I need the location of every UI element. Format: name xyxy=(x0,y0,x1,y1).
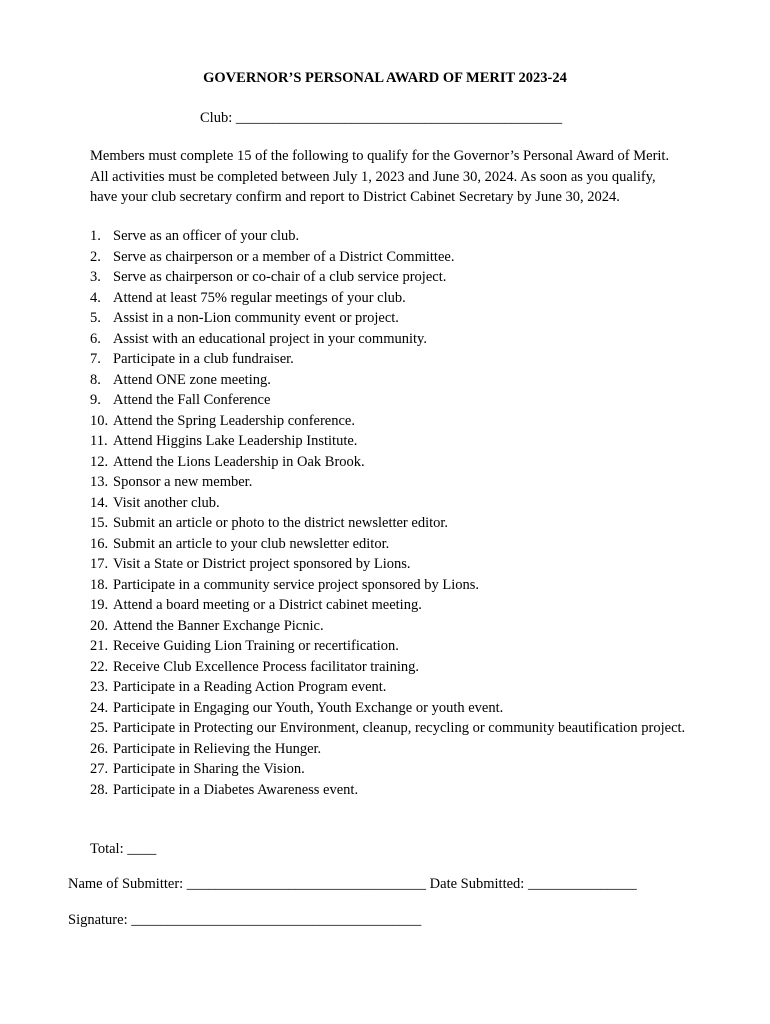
list-item-text: Submit an article or photo to the district newsletter editor. xyxy=(113,515,449,531)
list-item-text: Assist in a non-Lion community event or project. xyxy=(113,310,399,326)
list-item-number: 25. xyxy=(90,720,109,736)
list-item xyxy=(90,575,690,596)
list-item-number: 22. xyxy=(90,658,109,675)
signature-label: Signature: xyxy=(68,912,128,928)
list-item-text: Serve as chairperson or co-chair of a club service project. xyxy=(113,269,447,285)
list-item xyxy=(90,493,690,514)
list-item-number: 16. xyxy=(90,535,109,552)
list-item xyxy=(90,247,690,268)
list-item-text: Participate in Relieving the Hunger. xyxy=(113,740,322,757)
list-item-number: 7. xyxy=(90,351,101,367)
list-item-number: 17. xyxy=(90,556,109,572)
submitter-line xyxy=(68,876,637,893)
list-item xyxy=(90,226,690,247)
list-item-text: Attend the Lions Leadership in Oak Brook. xyxy=(113,453,365,470)
submitter-label: Name of Submitter: xyxy=(68,876,184,892)
list-item-number: 9. xyxy=(90,392,101,408)
list-item-number: 24. xyxy=(90,699,109,716)
list-item-number: 14. xyxy=(90,494,109,511)
list-item-text: Participate in Engaging our Youth, Youth Exchange or youth event. xyxy=(113,699,504,716)
list-item xyxy=(90,288,690,309)
list-item xyxy=(90,308,690,329)
list-item-text: Attend ONE zone meeting. xyxy=(113,371,271,388)
list-item-text: Receive Guiding Lion Training or recertification. xyxy=(113,638,399,654)
total-blank: ____ xyxy=(127,841,157,857)
list-item-number: 28. xyxy=(90,781,109,798)
date-label: Date Submitted: xyxy=(429,876,525,892)
list-item-text: Receive Club Excellence Process facilitator training. xyxy=(113,658,419,675)
list-item-number: 12. xyxy=(90,453,109,470)
list-item-text: Participate in a Diabetes Awareness event. xyxy=(113,781,359,798)
list-item-number: 8. xyxy=(90,371,101,388)
list-item-number: 10. xyxy=(90,412,109,429)
list-item xyxy=(90,595,690,616)
list-item-number: 2. xyxy=(90,248,101,265)
list-item xyxy=(90,452,690,473)
list-item-number: 1. xyxy=(90,228,101,244)
list-item xyxy=(90,554,690,575)
list-item-number: 4. xyxy=(90,289,101,306)
intro-line: All activities must be completed between July 1, 2023 and June 30, 2024. As soon as you qualify, xyxy=(90,168,656,185)
list-item xyxy=(90,349,690,370)
club-label: Club: xyxy=(200,110,233,126)
list-item xyxy=(90,267,690,288)
list-item-number: 11. xyxy=(90,433,108,449)
list-item-number: 23. xyxy=(90,679,109,695)
list-item xyxy=(90,657,690,678)
club-line xyxy=(200,110,562,127)
list-item xyxy=(90,370,690,391)
submitter-blank: _________________________________ xyxy=(186,876,427,892)
list-item-text: Attend a board meeting or a District cabinet meeting. xyxy=(113,597,422,613)
list-item-text: Sponsor a new member. xyxy=(113,474,253,490)
list-item-text: Assist with an educational project in your community. xyxy=(113,330,427,347)
list-item-text: Submit an article to your club newsletter editor. xyxy=(113,535,390,552)
list-item-number: 27. xyxy=(90,761,109,777)
list-item-number: 3. xyxy=(90,269,101,285)
list-item xyxy=(90,616,690,637)
list-item-number: 20. xyxy=(90,617,109,634)
list-item xyxy=(90,411,690,432)
list-item xyxy=(90,390,690,411)
activity-list xyxy=(90,226,690,800)
document-title: GOVERNOR’S PERSONAL AWARD OF MERIT 2023-24 xyxy=(203,70,567,86)
list-item xyxy=(90,534,690,555)
list-item xyxy=(90,780,690,801)
signature-line xyxy=(68,912,421,929)
list-item-text: Attend the Fall Conference xyxy=(113,392,271,408)
list-item-text: Visit a State or District project sponsored by Lions. xyxy=(113,556,411,572)
list-item xyxy=(90,718,690,739)
list-item-text: Attend the Banner Exchange Picnic. xyxy=(113,617,324,634)
total-line xyxy=(90,841,156,858)
list-item xyxy=(90,698,690,719)
intro-line: Members must complete 15 of the following to qualify for the Governor’s Personal Award of Merit. xyxy=(90,148,670,164)
list-item-number: 6. xyxy=(90,330,101,347)
list-item-number: 26. xyxy=(90,740,109,757)
list-item-text: Visit another club. xyxy=(113,494,220,511)
list-item-number: 13. xyxy=(90,474,109,490)
list-item-text: Participate in a community service project sponsored by Lions. xyxy=(113,576,480,593)
list-item-text: Participate in a club fundraiser. xyxy=(113,351,294,367)
list-item-text: Participate in a Reading Action Program event. xyxy=(113,679,387,695)
list-item xyxy=(90,329,690,350)
list-item xyxy=(90,472,690,493)
list-item xyxy=(90,636,690,657)
intro-line: have your club secretary confirm and report to District Cabinet Secretary by June 30, 2024. xyxy=(90,189,620,205)
list-item xyxy=(90,759,690,780)
list-item-text: Participate in Sharing the Vision. xyxy=(113,761,305,777)
club-blank: _____________________________________________ xyxy=(235,110,563,126)
list-item-number: 18. xyxy=(90,576,109,593)
date-blank: _______________ xyxy=(527,876,637,892)
list-item-number: 15. xyxy=(90,515,109,531)
list-item-text: Serve as chairperson or a member of a District Committee. xyxy=(113,248,455,265)
list-item-text: Attend at least 75% regular meetings of your club. xyxy=(113,289,406,306)
list-item-text: Participate in Protecting our Environment, cleanup, recycling or community beautification project. xyxy=(113,720,686,736)
list-item-number: 21. xyxy=(90,638,109,654)
intro-paragraph xyxy=(90,146,730,208)
list-item-number: 19. xyxy=(90,597,109,613)
list-item xyxy=(90,513,690,534)
list-item xyxy=(90,739,690,760)
list-item-text: Attend the Spring Leadership conference. xyxy=(113,412,355,429)
list-item xyxy=(90,431,690,452)
list-item-number: 5. xyxy=(90,310,101,326)
signature-blank: ________________________________________ xyxy=(131,912,422,928)
list-item xyxy=(90,677,690,698)
list-item-text: Attend Higgins Lake Leadership Institute. xyxy=(113,433,358,449)
list-item-text: Serve as an officer of your club. xyxy=(113,228,300,244)
total-label: Total: xyxy=(90,841,124,857)
